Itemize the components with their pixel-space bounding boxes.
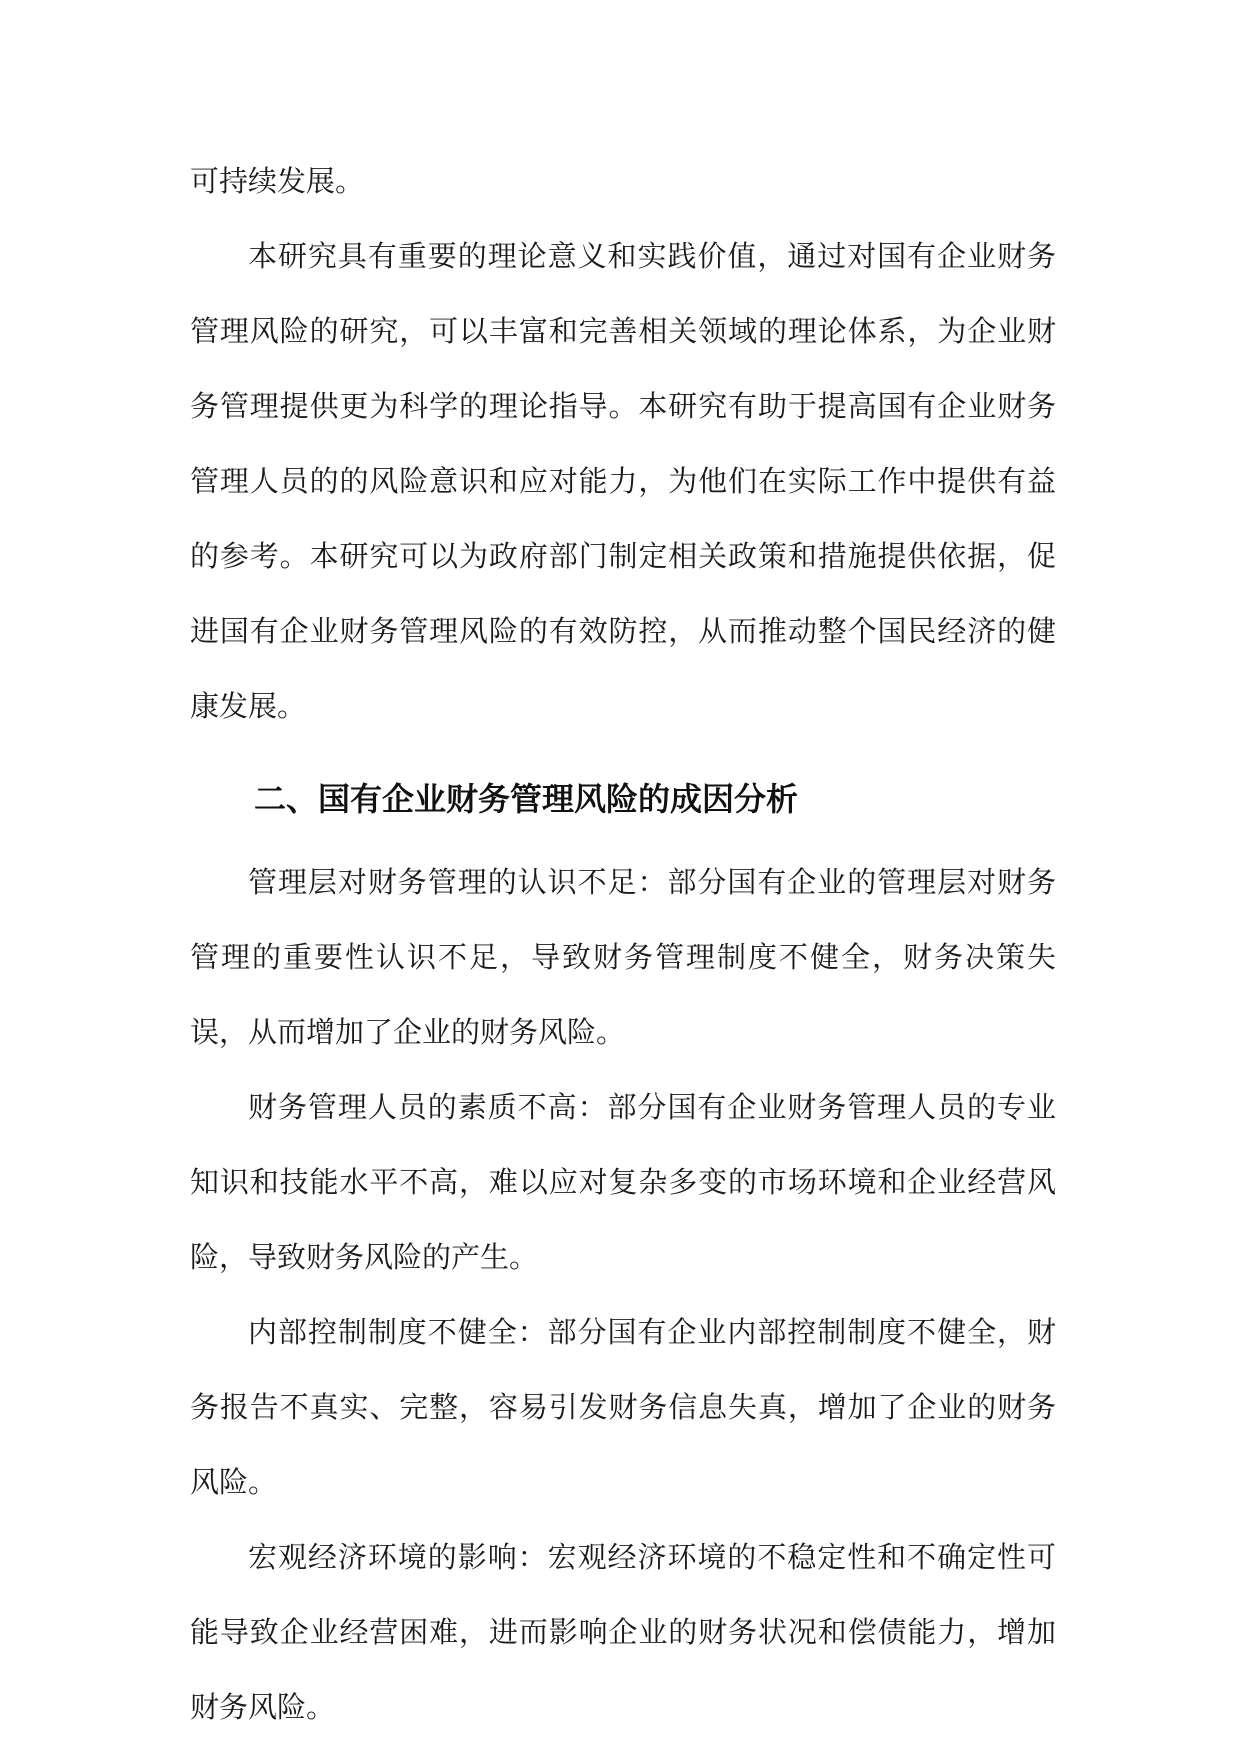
- paragraph-internal-control: 内部控制制度不健全：部分国有企业内部控制制度不健全，财务报告不真实、完整，容易引发财务信息失真，增加了企业的财务风险。: [190, 1315, 1056, 1499]
- paragraph-continuation: 可持续发展。: [190, 164, 365, 198]
- paragraph-research-significance: 本研究具有重要的理论意义和实践价值，通过对国有企业财务管理风险的研究，可以丰富和完善相关领域的理论体系，为企业财务管理提供更为科学的理论指导。本研究有助于提高国有企业财务管理人员的的风险意识和应对能力，为他们在实际工作中提供有益的参考。本研究可以为政府部门制定相关政策和措施提供依据，促进国有企业财务管理风险的有效防控，从而推动整个国民经济的健康发展。: [190, 239, 1056, 723]
- paragraph-management-awareness: 管理层对财务管理的认识不足：部分国有企业的管理层对财务管理的重要性认识不足，导致财务管理制度不健全，财务决策失误，从而增加了企业的财务风险。: [190, 865, 1056, 1049]
- document-body: [190, 144, 1056, 1745]
- section-heading: 二、国有企业财务管理风险的成因分析: [254, 780, 799, 818]
- paragraph-staff-quality: 财务管理人员的素质不高：部分国有企业财务管理人员的专业知识和技能水平不高，难以应对复杂多变的市场环境和企业经营风险，导致财务风险的产生。: [190, 1090, 1056, 1274]
- paragraph-macro-economy: 宏观经济环境的影响：宏观经济环境的不稳定性和不确定性可能导致企业经营困难，进而影响企业的财务状况和偿债能力，增加财务风险。: [190, 1540, 1056, 1724]
